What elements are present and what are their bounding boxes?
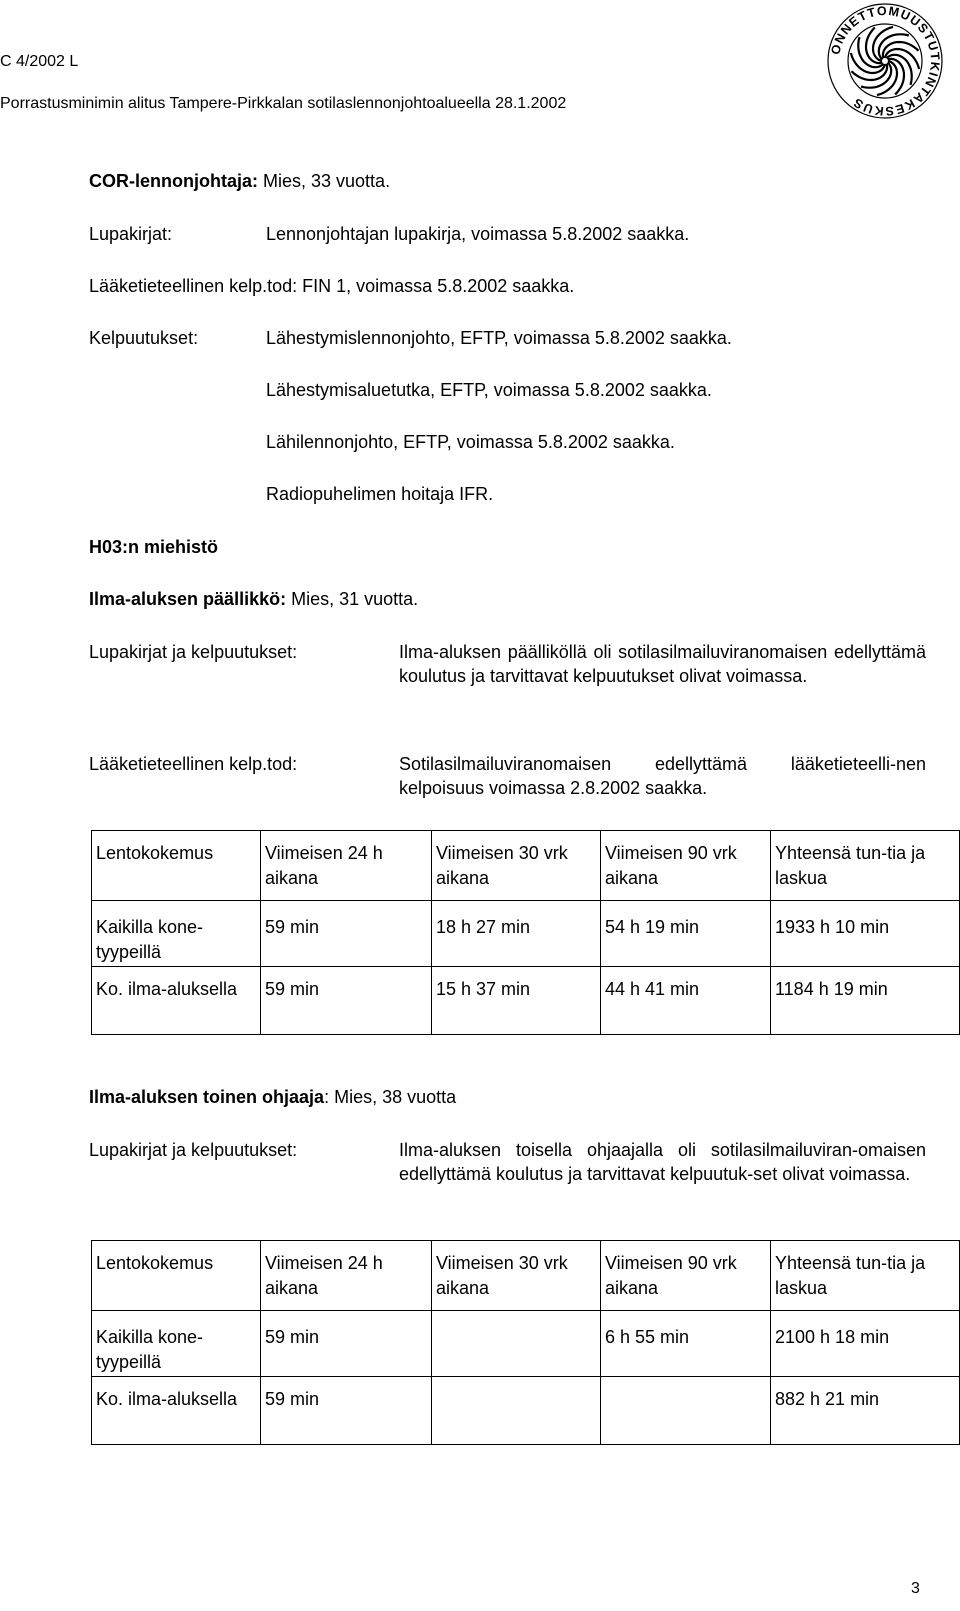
table-header-cell: Viimeisen 30 vrk aikana: [432, 831, 601, 901]
table-header-cell: Viimeisen 90 vrk aikana: [601, 831, 771, 901]
table-cell: 1184 h 19 min: [771, 967, 960, 1035]
table-header-cell: Lentokokemus: [92, 831, 261, 901]
table-header-cell: Viimeisen 24 h aikana: [261, 1241, 432, 1311]
table-cell: 54 h 19 min: [601, 901, 771, 967]
captain-licenses-label: Lupakirjat ja kelpuutukset:: [89, 642, 298, 662]
table-row: [92, 901, 960, 967]
cor-medical: Lääketieteellinen kelp.tod: FIN 1, voimassa 5.8.2002 saakka.: [89, 276, 575, 296]
table-cell: 59 min: [261, 901, 432, 967]
table-header-cell: Viimeisen 24 h aikana: [261, 831, 432, 901]
table-cell: Ko. ilma-aluksella: [92, 1377, 261, 1445]
table-row: [92, 1377, 960, 1445]
table-cell: 59 min: [261, 1311, 432, 1377]
cor-controller-line: [89, 169, 390, 193]
table-cell: 59 min: [261, 967, 432, 1035]
cor-rating-item: Lähestymislennonjohto, EFTP, voimassa 5.8.2002 saakka.: [266, 328, 732, 348]
cor-rating-item: Lähestymisaluetutka, EFTP, voimassa 5.8.2002 saakka.: [266, 380, 712, 400]
table-cell: Kaikilla kone-tyypeillä: [92, 901, 261, 967]
table-cell: 6 h 55 min: [601, 1311, 771, 1377]
table-cell: 1933 h 10 min: [771, 901, 960, 967]
copilot-line: [89, 1085, 456, 1109]
table-cell: Kaikilla kone-tyypeillä: [92, 1311, 261, 1377]
captain-line: [89, 587, 418, 611]
table-header-cell: Lentokokemus: [92, 1241, 261, 1311]
cor-rating-item: Radiopuhelimen hoitaja IFR.: [266, 484, 494, 504]
cor-licenses-value: Lennonjohtajan lupakirja, voimassa 5.8.2002 saakka.: [266, 224, 690, 244]
crew-heading: H03:n miehistö: [89, 537, 219, 557]
page-number: 3: [911, 1580, 920, 1597]
table-cell: [432, 1377, 601, 1445]
table-header-cell: Yhteensä tun-tia ja laskua: [771, 831, 960, 901]
table-cell: 59 min: [261, 1377, 432, 1445]
table-cell: 15 h 37 min: [432, 967, 601, 1035]
document-subtitle: Porrastusminimin alitus Tampere-Pirkkalan sotilaslennonjohtoalueella 28.1.2002: [0, 95, 567, 112]
captain-flight-experience-table: [91, 830, 960, 1035]
captain-licenses-value: Ilma-aluksen päälliköllä oli sotilasilmailuviranomaisen edellyttämä koulutus ja tarvittavat kelpuutukset olivat voimassa.: [399, 642, 926, 686]
cor-rating-item: Lähilennonjohto, EFTP, voimassa 5.8.2002 saakka.: [266, 432, 675, 452]
captain-title: Ilma-aluksen päällikkö:: [89, 589, 287, 609]
copilot-title: Ilma-aluksen toinen ohjaaja: [89, 1087, 325, 1107]
copilot-licenses-value: Ilma-aluksen toisella ohjaajalla oli sotilasilmailuviran-omaisen edellyttämä koulutus ja tarvittavat kelpuutuk-set olivat voimassa.: [399, 1140, 926, 1184]
table-cell: [432, 1311, 601, 1377]
cor-licenses-label: Lupakirjat:: [89, 224, 173, 244]
table-cell: [601, 1377, 771, 1445]
table-cell: 18 h 27 min: [432, 901, 601, 967]
svg-text:ONNETTOMUUSTUTKINTAKESKUS: ONNETTOMUUSTUTKINTAKESKUS: [828, 3, 943, 119]
cor-ratings-label: Kelpuutukset:: [89, 328, 199, 348]
copilot-flight-experience-table: [91, 1240, 960, 1445]
document-id: C 4/2002 L: [0, 53, 79, 70]
copilot-licenses-label: Lupakirjat ja kelpuutukset:: [89, 1140, 298, 1160]
table-cell: 2100 h 18 min: [771, 1311, 960, 1377]
accident-investigation-board-logo: [826, 2, 944, 120]
table-header-row: [92, 1241, 960, 1311]
cor-desc: Mies, 33 vuotta.: [258, 171, 391, 191]
captain-medical-label: Lääketieteellinen kelp.tod:: [89, 754, 298, 774]
table-cell: 882 h 21 min: [771, 1377, 960, 1445]
captain-desc: Mies, 31 vuotta.: [286, 589, 419, 609]
table-header-cell: Viimeisen 30 vrk aikana: [432, 1241, 601, 1311]
table-cell: 44 h 41 min: [601, 967, 771, 1035]
table-row: [92, 1311, 960, 1377]
captain-medical-value: Sotilasilmailuviranomaisen edellyttämä lääketieteelli-nen kelpoisuus voimassa 2.8.2002 saakka.: [399, 754, 926, 798]
table-row: [92, 967, 960, 1035]
table-header-cell: Viimeisen 90 vrk aikana: [601, 1241, 771, 1311]
copilot-desc: : Mies, 38 vuotta: [324, 1087, 457, 1107]
cor-title: COR-lennonjohtaja:: [89, 171, 258, 191]
table-cell: Ko. ilma-aluksella: [92, 967, 261, 1035]
table-header-cell: Yhteensä tun-tia ja laskua: [771, 1241, 960, 1311]
table-header-row: [92, 831, 960, 901]
